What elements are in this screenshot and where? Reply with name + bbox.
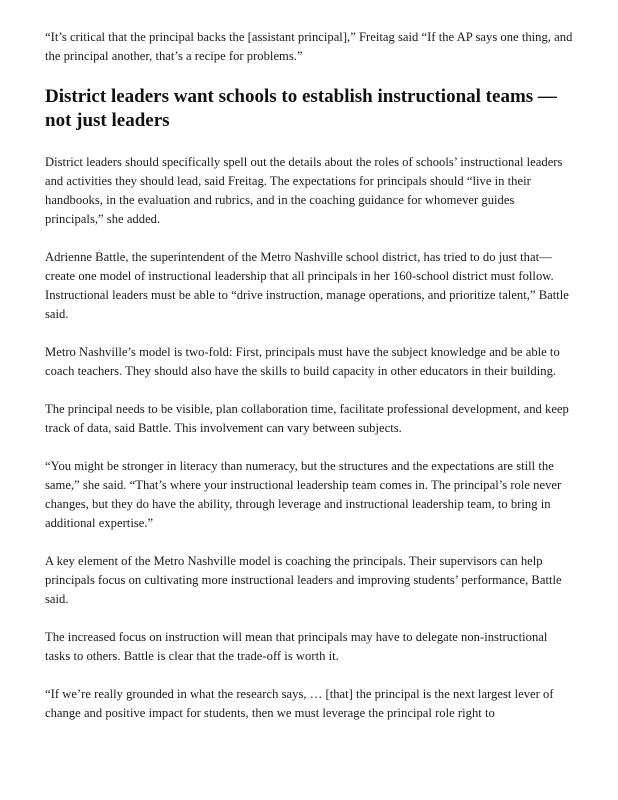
paragraph-literacy-quote: “You might be stronger in literacy than numeracy, but the structures and the expectations are still the same,” she said. “That’s where your instructional leadership team comes in. The principal’s role never changes, but they do have the ability, through leverage and instructional leadership team, to bring in additional expertise.” (45, 459, 562, 530)
paragraph-roles: District leaders should specifically spell out the details about the roles of schools’ instructional leaders and activities they should lead, said Freitag. The expectations for principals should “live in their handbooks, in the evaluation and rubrics, and in the coaching guidance for whomever guides principals,” she added. (45, 155, 563, 226)
paragraph-two-fold: Metro Nashville’s model is two-fold: First, principals must have the subject knowledge and be able to coach teachers. They should also have the skills to build capacity in other educators in their building. (45, 345, 560, 378)
section-heading: District leaders want schools to establish instructional teams —not just leaders (45, 86, 557, 131)
paragraph-visibility: The principal needs to be visible, plan collaboration time, facilitate professional development, and keep track of data, said Battle. This involvement can vary between subjects. (45, 402, 569, 435)
paragraph-battle-model: Adrienne Battle, the superintendent of the Metro Nashville school district, has tried to do just that—create one model of instructional leadership that all principals in her 160-school district must follow. Instructional leaders must be able to “drive instruction, manage operations, and prioritize talent,” Battle said. (45, 250, 569, 321)
intro-paragraph: “It’s critical that the principal backs the [assistant principal],” Freitag said “If the AP says one thing, and the principal another, that’s a recipe for problems.” (45, 30, 573, 63)
paragraph-coaching: A key element of the Metro Nashville model is coaching the principals. Their supervisors can help principals focus on cultivating more instructional leaders and improving students’ performance, Battle said. (45, 554, 562, 606)
paragraph-research-quote: “If we’re really grounded in what the research says, … [that] the principal is the next largest lever of change and positive impact for students, then we must leverage the principal role right to (45, 687, 554, 720)
paragraph-delegation: The increased focus on instruction will mean that principals may have to delegate non-instructional tasks to others. Battle is clear that the trade-off is worth it. (45, 630, 548, 663)
article-body (45, 28, 573, 742)
